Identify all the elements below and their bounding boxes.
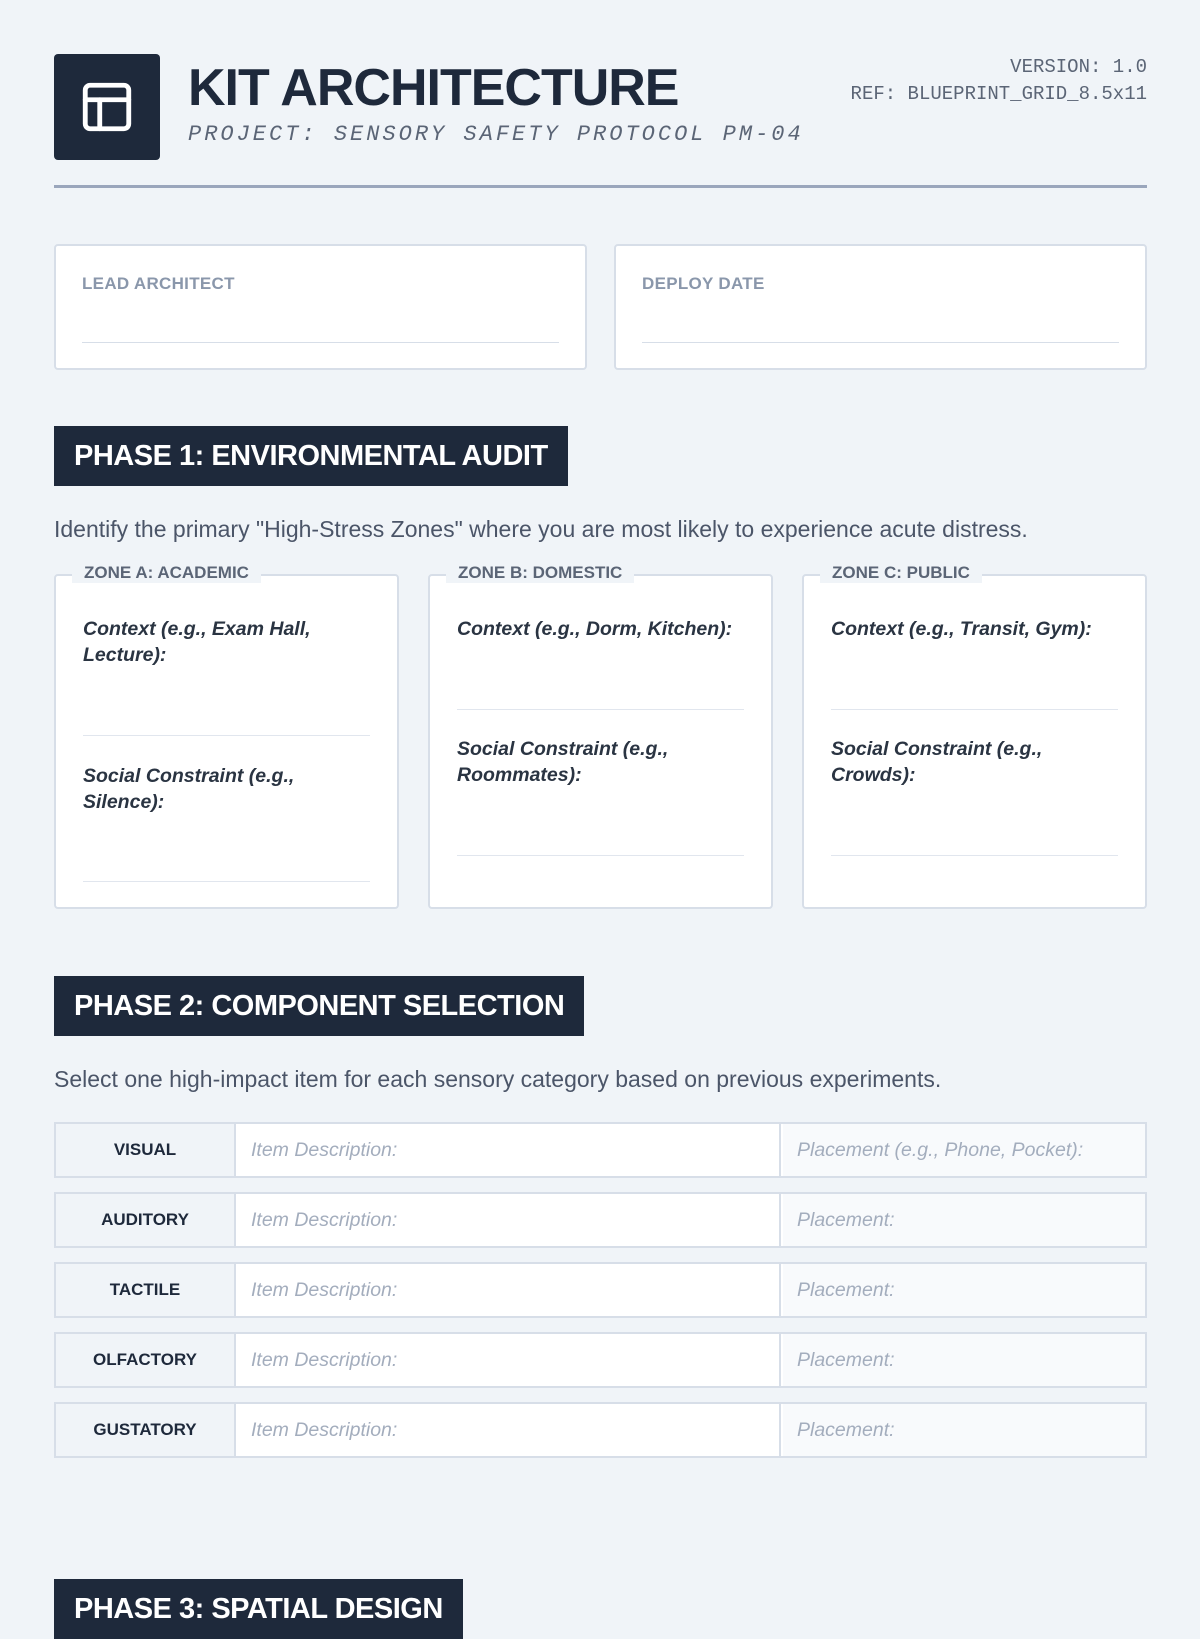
placement-field[interactable]: Placement: (783, 1194, 1145, 1246)
constraint-prompt: Social Constraint (e.g., Roommates): (457, 738, 669, 786)
phase-1-header: PHASE 1: ENVIRONMENTAL AUDIT (54, 426, 568, 486)
component-row-gustatory (54, 1402, 1147, 1458)
zone-legend: ZONE C: PUBLIC (820, 563, 982, 583)
deploy-date-field[interactable] (614, 244, 1147, 370)
zone-public-card (802, 563, 1147, 909)
constraint-input-line[interactable] (457, 855, 744, 856)
category-label: OLFACTORY (56, 1334, 236, 1386)
component-row-visual (54, 1122, 1147, 1178)
item-description-field[interactable]: Item Description: (237, 1334, 781, 1386)
placement-field[interactable]: Placement (e.g., Phone, Pocket): (783, 1124, 1145, 1176)
constraint-prompt: Social Constraint (e.g., Silence): (83, 765, 295, 813)
context-input-line[interactable] (457, 709, 744, 710)
zone-legend: ZONE B: DOMESTIC (446, 563, 634, 583)
component-row-auditory (54, 1192, 1147, 1248)
item-description-field[interactable]: Item Description: (237, 1194, 781, 1246)
category-label: AUDITORY (56, 1194, 236, 1246)
deploy-date-input-line[interactable] (642, 342, 1119, 343)
version-label: VERSION: 1.0 (1010, 56, 1147, 78)
category-label: GUSTATORY (56, 1404, 236, 1456)
project-subtitle: PROJECT: SENSORY SAFETY PROTOCOL PM-04 (188, 122, 804, 147)
lead-architect-field[interactable] (54, 244, 587, 370)
placement-field[interactable]: Placement: (783, 1264, 1145, 1316)
component-row-tactile (54, 1262, 1147, 1318)
ref-label: REF: BLUEPRINT_GRID_8.5x11 (850, 83, 1147, 105)
constraint-input-line[interactable] (831, 855, 1118, 856)
lead-architect-label: LEAD ARCHITECT (82, 274, 235, 293)
category-label: VISUAL (56, 1124, 236, 1176)
item-description-field[interactable]: Item Description: (237, 1124, 781, 1176)
context-prompt: Context (e.g., Dorm, Kitchen): (457, 618, 733, 640)
document-meta (851, 54, 1147, 108)
phase-1-description: Identify the primary "High-Stress Zones" where you are most likely to experience acute distress. (54, 516, 1028, 542)
item-description-field[interactable]: Item Description: (237, 1264, 781, 1316)
context-prompt: Context (e.g., Transit, Gym): (831, 618, 1092, 640)
lead-architect-input-line[interactable] (82, 342, 559, 343)
zone-legend: ZONE A: ACADEMIC (72, 563, 261, 583)
zone-academic-card (54, 563, 399, 909)
deploy-date-label: DEPLOY DATE (642, 274, 765, 293)
placement-field[interactable]: Placement: (783, 1334, 1145, 1386)
zone-domestic-card (428, 563, 773, 909)
context-prompt: Context (e.g., Exam Hall, Lecture): (83, 618, 311, 666)
component-row-olfactory (54, 1332, 1147, 1388)
item-description-field[interactable]: Item Description: (237, 1404, 781, 1456)
phase-2-header: PHASE 2: COMPONENT SELECTION (54, 976, 584, 1036)
constraint-input-line[interactable] (83, 881, 370, 882)
placement-field[interactable]: Placement: (783, 1404, 1145, 1456)
page-header (54, 54, 1147, 188)
context-input-line[interactable] (83, 735, 370, 736)
context-input-line[interactable] (831, 709, 1118, 710)
info-fields (54, 244, 1147, 370)
worksheet-page (54, 54, 1147, 1625)
layout-icon (54, 54, 160, 160)
constraint-prompt: Social Constraint (e.g., Crowds): (831, 738, 1043, 786)
category-label: TACTILE (56, 1264, 236, 1316)
page-title: KIT ARCHITECTURE (188, 59, 679, 117)
phase-2-description: Select one high-impact item for each sensory category based on previous experiments. (54, 1066, 942, 1092)
phase-3-header: PHASE 3: SPATIAL DESIGN (54, 1579, 463, 1639)
